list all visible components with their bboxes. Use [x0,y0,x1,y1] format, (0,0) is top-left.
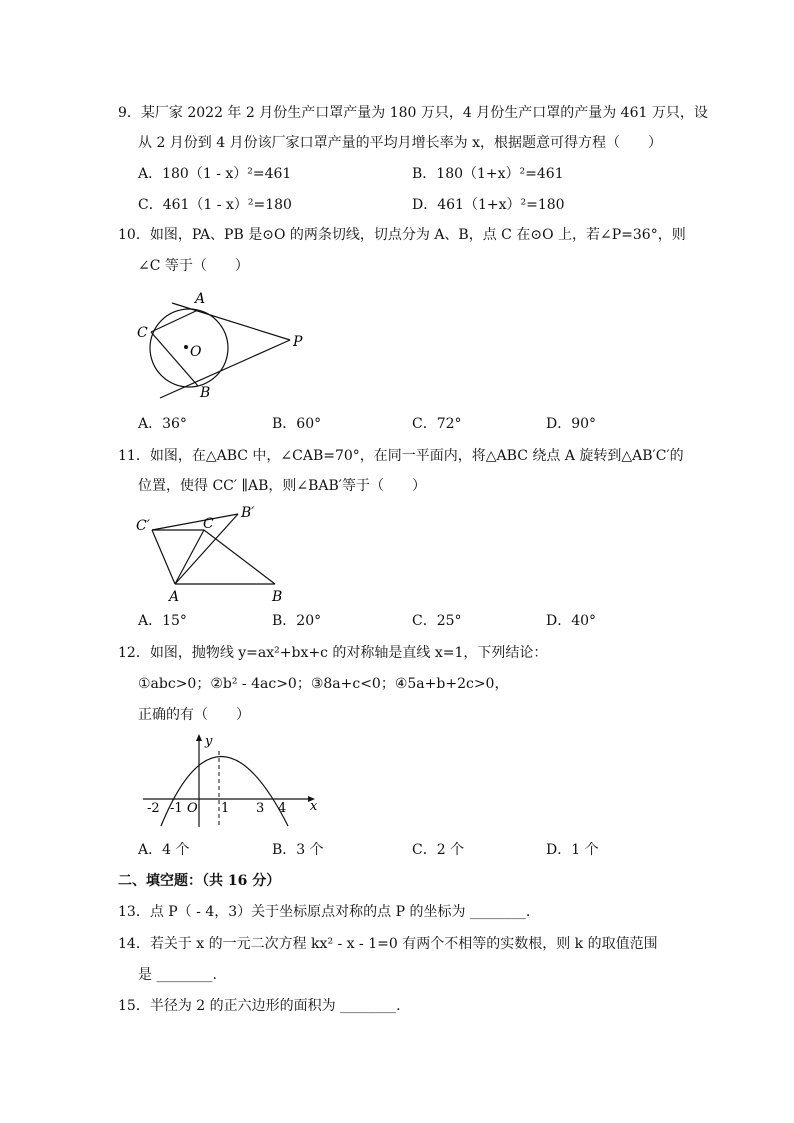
q11-line2: 位置，使得 CC′ ∥AB，则∠BAB′等于（ ） [138,478,426,494]
label-a: A [169,589,180,605]
q12-line1: 12．如图，抛物线 y=ax²+bx+c 的对称轴是直线 x=1，下列结论： [118,645,548,661]
q14-line2: 是 ________. [138,967,217,983]
q9-line2: 从 2 月份到 4 月份该厂家口罩产量的平均月增长率为 x，根据题意可得方程（ ） [138,135,662,151]
tick-label: 4 [278,801,287,816]
label-b-prime: B′ [241,505,255,521]
label-b: B [200,385,211,401]
label-c: C [137,325,148,341]
q10-option-a: A．36° [138,416,187,432]
q10-line1: 10．如图，PA、PB 是⊙O 的两条切线，切点分为 A、B，点 C 在⊙O 上，若∠P=36°，则 [118,227,686,243]
q11-rotation-figure [130,502,300,607]
q15-line: 15．半径为 2 的正六边形的面积为 ________. [118,998,401,1014]
label-c: C [203,516,214,532]
tick-label: -1 [170,801,183,816]
q11-line1: 11．如图，在△ABC 中，∠CAB=70°，在同一平面内，将△ABC 绕点 A 旋转到△AB′C′的 [118,448,684,464]
center-dot [184,345,188,349]
q13-line: 13．点 P（ - 4，3）关于坐标原点对称的点 P 的坐标为 ________. [118,904,531,920]
q9-option-a: A．180（1 - x）²=461 [138,166,292,182]
q11-option-d: D．40° [546,613,597,629]
y-axis-arrow [196,734,202,741]
q11-option-a: A．15° [138,613,187,629]
q12-option-c: C．2 个 [412,842,465,858]
q9-line1: 9．某厂家 2022 年 2 月份生产口罩产量为 180 万只，4 月份生产口罩的产量为 461 万只，设 [118,105,708,121]
segment-c-b [204,530,275,584]
label-o: O [190,344,202,360]
segment-c1-a [152,530,175,584]
label-b: B [272,589,283,605]
q10-option-c: C．72° [412,416,462,432]
label-p: P [293,334,303,350]
tick-label: 3 [256,801,265,816]
q9-option-d: D．461（1+x）²=180 [412,197,565,213]
q10-option-d: D．90° [546,416,597,432]
label-y: y [205,734,213,749]
q9-option-b: B．180（1+x）²=461 [412,166,564,182]
q12-line3: 正确的有（ ） [138,707,250,723]
tangent-pb [160,340,290,398]
label-c-prime: C′ [136,518,150,534]
q12-option-d: D．1 个 [546,842,599,858]
label-origin: O [187,801,198,816]
q12-line2: ①abc>0；②b² - 4ac>0；③8a+c<0；④5a+b+2c>0， [138,676,509,692]
q10-circle-figure [130,285,310,405]
q11-option-c: C．25° [412,613,462,629]
label-x: x [310,799,318,814]
q14-line1: 14．若关于 x 的一元二次方程 kx² - x - 1=0 有两个不相等的实数根，则 k 的取值范围 [118,936,658,952]
section-2-heading: 二、填空题：（共 16 分） [118,873,281,889]
tick-label: -2 [147,801,160,816]
q10-line2: ∠C 等于（ ） [138,258,249,274]
label-a: A [195,291,206,307]
q11-option-b: B．20° [272,613,322,629]
q12-parabola-graph [138,730,328,835]
q12-option-a: A．4 个 [138,842,190,858]
chord-ca [151,310,198,332]
q10-option-b: B．60° [272,416,322,432]
q9-option-c: C．461（1 - x）²=180 [138,197,292,213]
q12-option-b: B．3 个 [272,842,324,858]
tick-label: 1 [221,801,230,816]
tangent-pa [172,303,290,340]
